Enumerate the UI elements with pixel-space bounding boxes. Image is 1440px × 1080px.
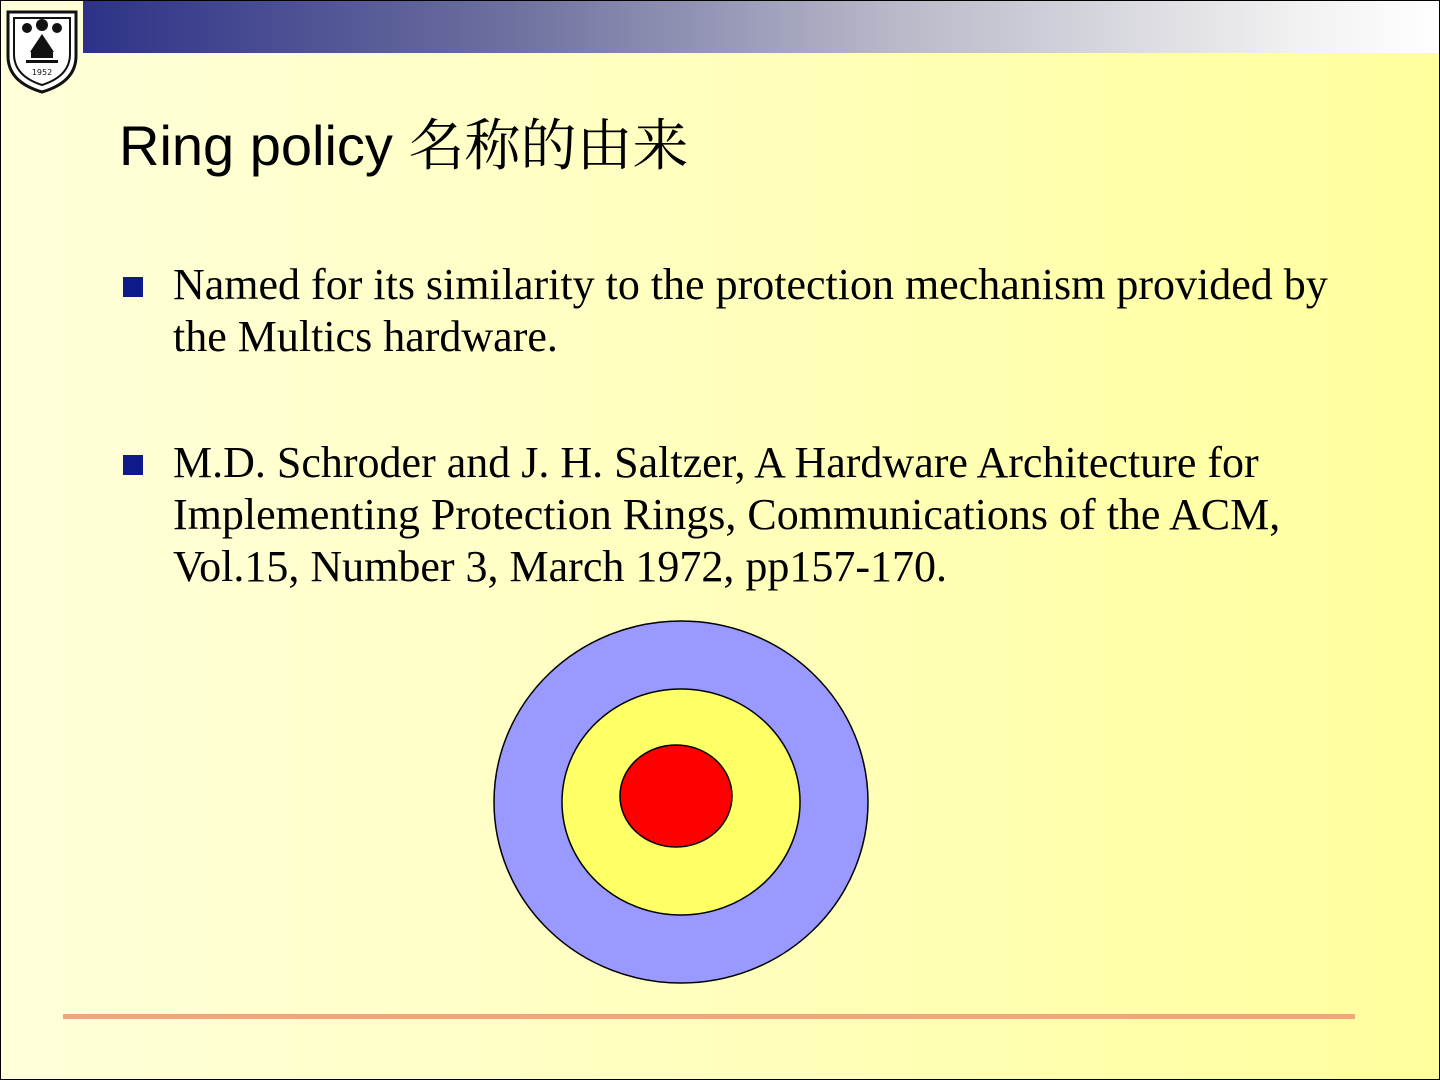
bullet-item: [121, 437, 1351, 593]
bullet-item: [121, 259, 1351, 363]
slide-title: Ring policy 名称的由来: [119, 114, 689, 177]
core-ring: [620, 745, 732, 847]
header-gradient-bar: [83, 1, 1440, 53]
bottom-divider: [63, 1014, 1355, 1019]
bullet-text: M.D. Schroder and J. H. Saltzer, A Hardware Architecture for Implementing Protection Rings, Communications of the ACM, Vol.15, Number 3, March 1972, pp157-170.: [173, 438, 1281, 591]
square-bullet-icon: [123, 277, 143, 297]
seal-year-text: 1952: [31, 68, 53, 77]
protection-rings-diagram: [491, 618, 871, 986]
university-seal-icon: [4, 4, 80, 94]
square-bullet-icon: [123, 455, 143, 475]
bullet-text: Named for its similarity to the protection mechanism provided by the Multics hardware.: [173, 260, 1328, 361]
bullet-list: [121, 259, 1351, 593]
